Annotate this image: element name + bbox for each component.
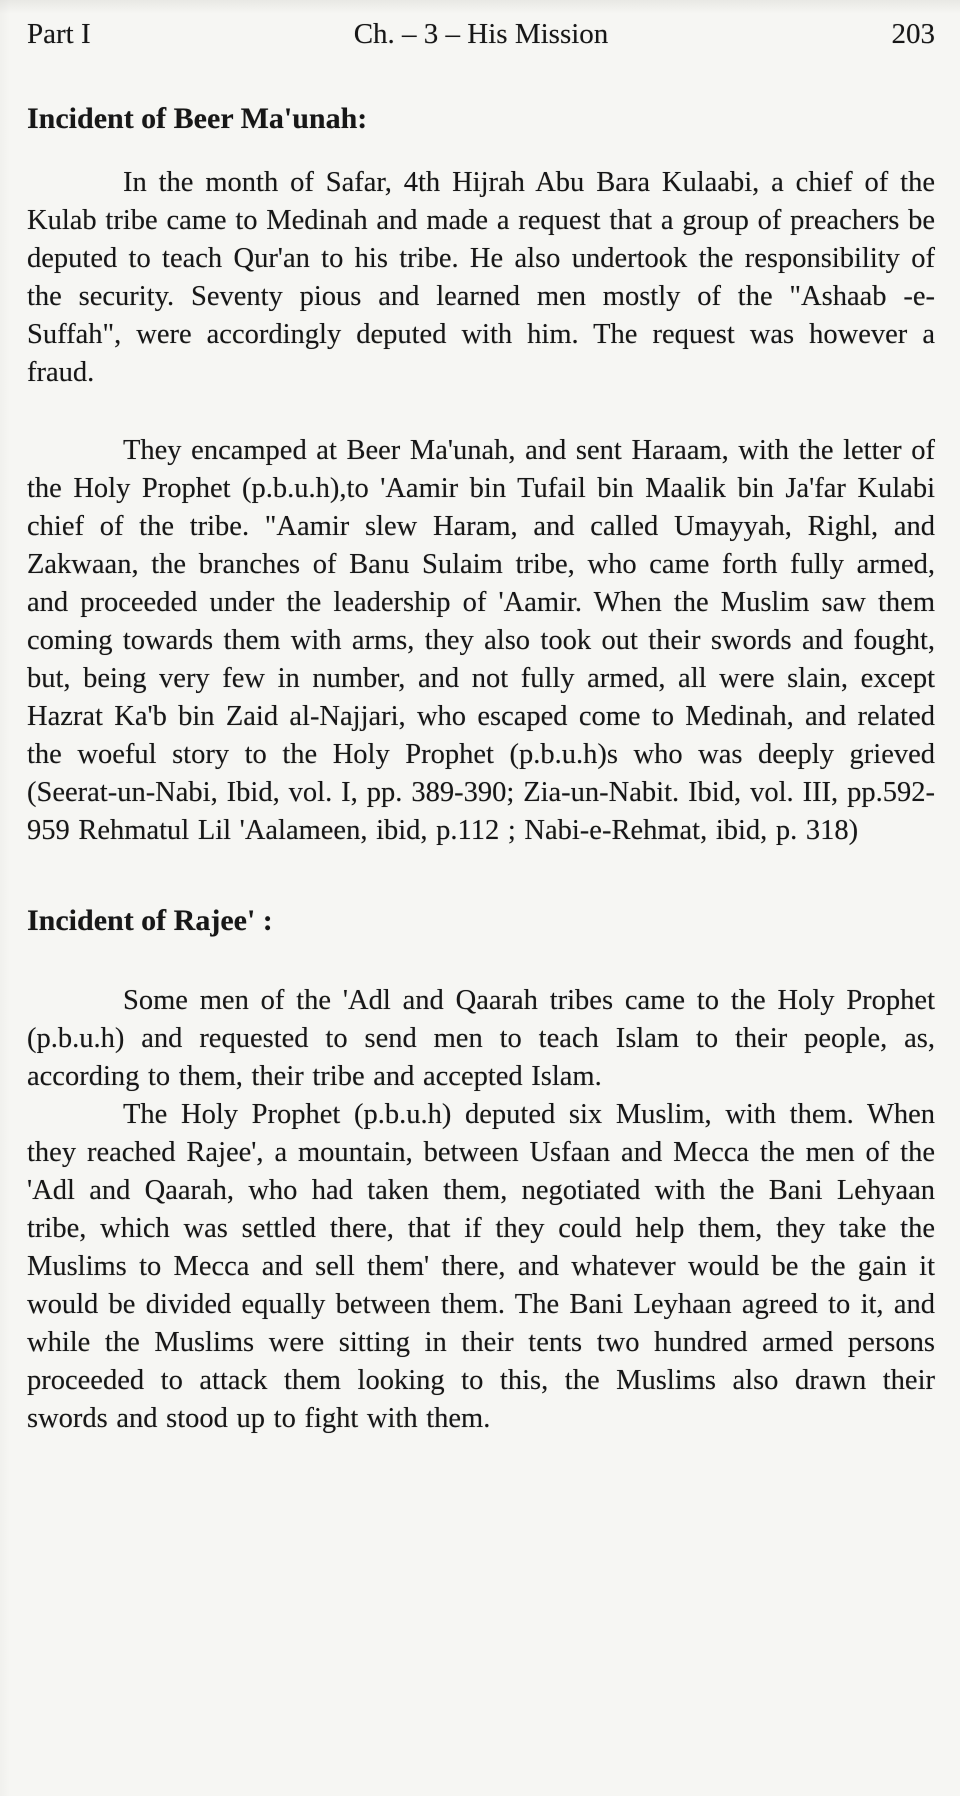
- header-chapter-title: Ch. – 3 – His Mission: [353, 18, 609, 50]
- section-heading-beer-maunah: Incident of Beer Ma'unah:: [27, 102, 368, 135]
- page-header: [27, 16, 935, 52]
- paragraph-rajee-1: Some men of the 'Adl and Qaarah tribes came to the Holy Prophet (p.b.u.h) and requested to send men to teach Islam to their people, as, according to them, their tribe and accepted Islam.: [27, 985, 935, 1092]
- header-part-label: Part I: [27, 18, 91, 50]
- paragraph-beer-maunah-2: They encamped at Beer Ma'unah, and sent Haraam, with the letter of the Holy Prophet (p.b.u.h),to 'Aamir bin Tufail bin Maalik bin Ja'far Kulabi chief of the tribe. "Aamir slew Haram, and called Umayyah, Righl, and Zakwaan, the branches of Banu Sulaim tribe, who came forth fully armed, and proceeded under the leadership of 'Aamir. When the Muslim saw them coming towards them with arms, they also took out their swords and fought, but, being very few in number, and not fully armed, all were slain, except Hazrat Ka'b bin Zaid al-Najjari, who escaped come to Medinah, and related the woeful story to the Holy Prophet (p.b.u.h)s who was deeply grieved (Seerat-un-Nabi, Ibid, vol. I, pp. 389-390; Zia-un-Nabit. Ibid, vol. III, pp.592-959 Rehmatul Lil 'Aalameen, ibid, p.112 ; Nabi-e-Rehmat, ibid, p. 318): [27, 435, 935, 846]
- section-heading-rajee: Incident of Rajee' :: [27, 904, 273, 937]
- paragraph-rajee-2: The Holy Prophet (p.b.u.h) deputed six Muslim, with them. When they reached Rajee', a mountain, between Usfaan and Mecca the men of the 'Adl and Qaarah, who had taken them, negotiated with the Bani Lehyaan tribe, which was settled there, that if they could help them, they take the Muslims to Mecca and sell them' there, and whatever would be the gain it would be divided equally between them. The Bani Leyhaan agreed to it, and while the Muslims were sitting in their tents two hundred armed persons proceeded to attack them looking to this, the Muslims also drawn their swords and stood up to fight with them.: [27, 1099, 935, 1434]
- paragraph-beer-maunah-1: In the month of Safar, 4th Hijrah Abu Bara Kulaabi, a chief of the Kulab tribe came to Medinah and made a request that a group of preachers be deputed to teach Qur'an to his tribe. He also undertook the responsibility of the security. Seventy pious and learned men mostly of the "Ashaab -e-Suffah", were accordingly deputed with him. The request was however a fraud.: [27, 167, 935, 388]
- page-number: 203: [891, 18, 935, 50]
